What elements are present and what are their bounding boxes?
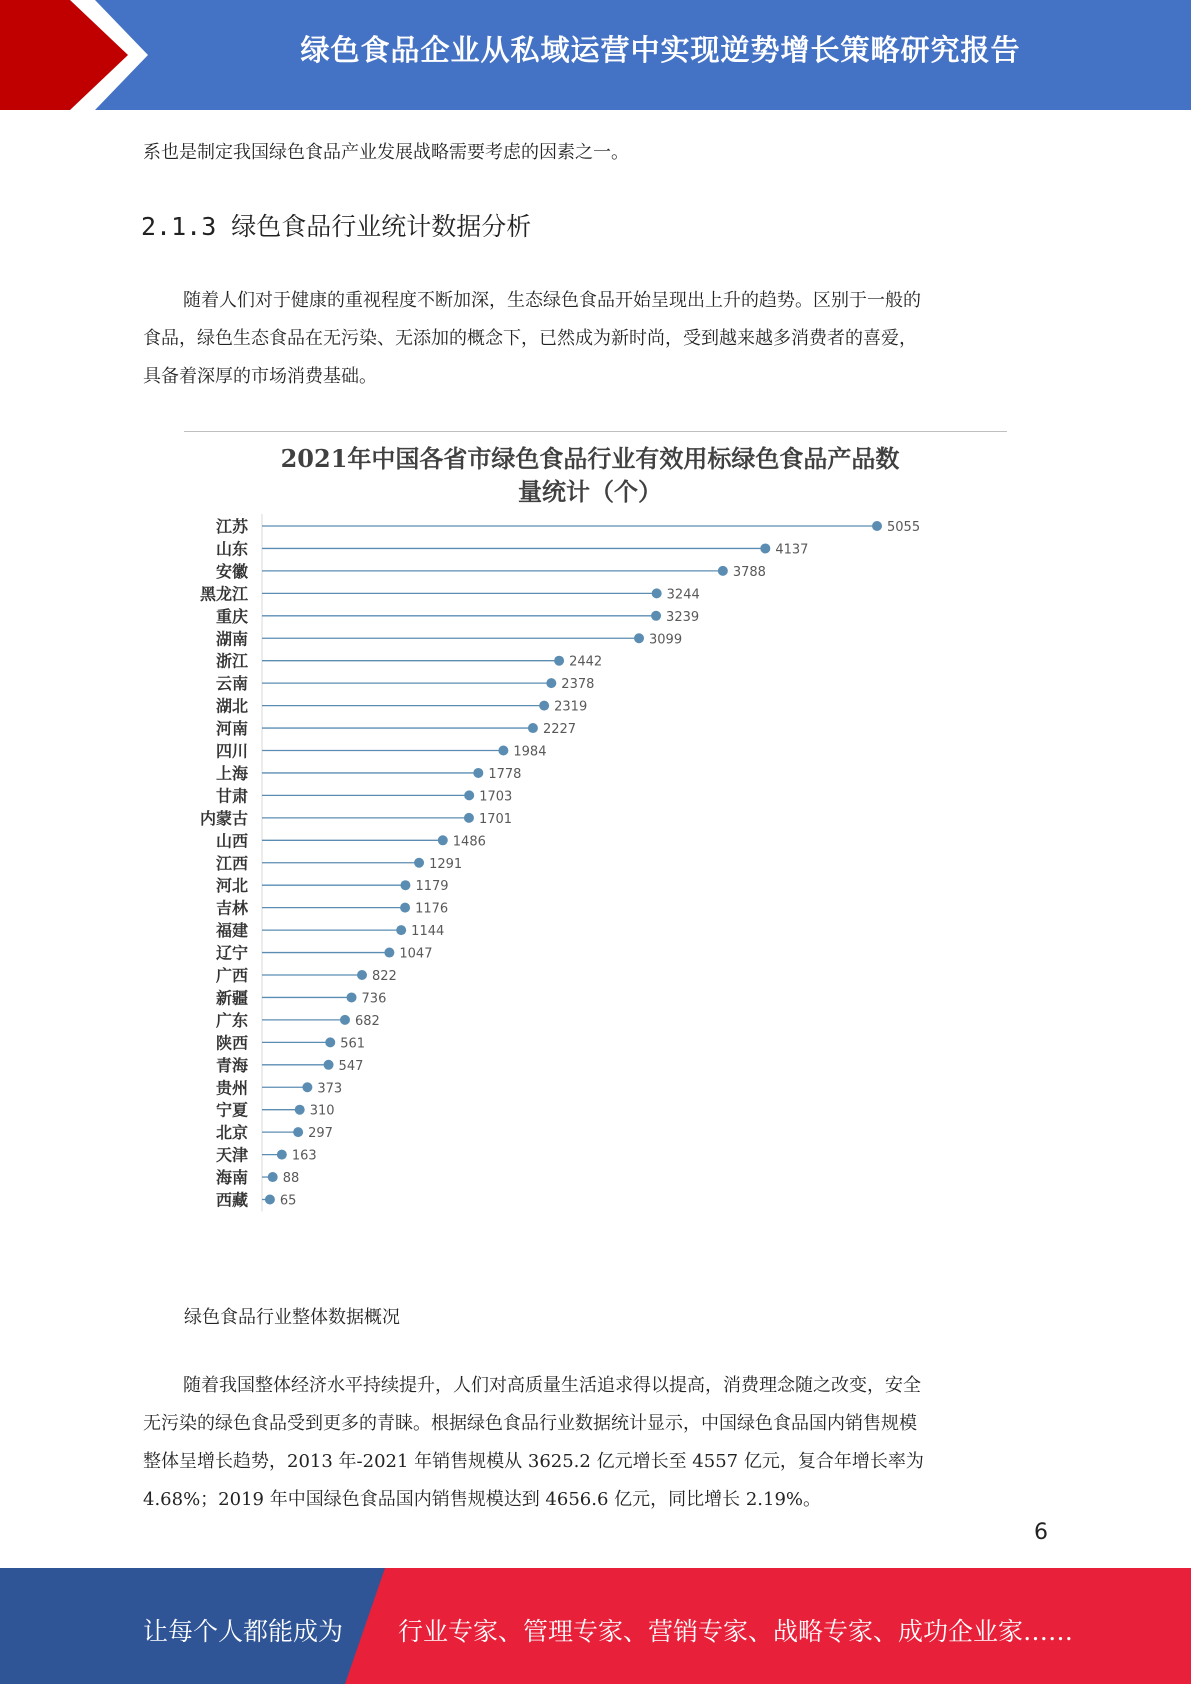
data-label: 1701 [478,811,513,827]
data-label: 1703 [479,789,513,805]
lollipop-dot [438,835,448,845]
category-label: 辽宁 [215,943,248,963]
data-label: 310 [309,1103,335,1119]
data-label: 1486 [452,834,486,850]
lollipop-dot [464,790,474,800]
lollipop-dot [872,521,882,531]
lollipop-dot [634,633,644,643]
data-label: 561 [340,1036,366,1052]
data-label: 547 [338,1058,364,1074]
data-label: 1984 [513,744,547,760]
lollipop-dot [396,925,406,935]
category-label: 吉林 [215,898,248,918]
body-line: 无污染的绿色食品受到更多的青睐。根据绿色食品行业数据统计显示，中国绿色食品国内销售规模 [143,1413,917,1434]
data-label: 163 [291,1148,317,1164]
data-label: 1176 [415,901,449,917]
data-label: 65 [279,1193,297,1209]
data-label: 682 [354,1013,380,1029]
lollipop-dot [464,813,474,823]
category-label: 内蒙古 [199,808,248,828]
lollipop-dot [277,1150,287,1160]
lollipop-dot [340,1015,350,1025]
data-label: 1291 [429,856,463,872]
category-label: 重庆 [215,606,248,626]
data-label: 2442 [569,654,603,670]
category-label: 北京 [215,1123,248,1143]
page-number: 6 [1034,1520,1048,1545]
data-label: 3099 [649,632,683,648]
footer-slogan-left: 让每个人都能成为 [143,1617,344,1646]
lollipop-dot [498,746,508,756]
lollipop-dot [414,858,424,868]
lollipop-dot [347,992,357,1002]
data-label: 1179 [415,879,449,895]
lollipop-dot [384,948,394,958]
category-label: 河南 [215,719,248,739]
lollipop-dot [539,701,549,711]
data-label: 5055 [887,520,921,535]
category-label: 山东 [215,539,248,559]
body-line: 4.68%；2019 年中国绿色食品国内销售规模达到 4656.6 亿元，同比增长 2.19%。 [143,1489,822,1510]
lollipop-dot [324,1060,334,1070]
report-title: 绿色食品企业从私域运营中实现逆势增长策略研究报告 [300,33,1021,67]
category-label: 天津 [215,1145,248,1165]
category-label: 陕西 [215,1033,248,1053]
category-label: 贵州 [215,1078,248,1098]
caption-text: 绿色食品行业整体数据概况 [184,1307,400,1328]
data-label: 2227 [542,722,577,738]
lollipop-dot [651,611,661,621]
lollipop-dot [268,1172,278,1182]
category-label: 湖南 [215,629,248,649]
category-label: 山西 [215,831,248,851]
category-label: 广西 [215,966,248,985]
lollipop-dot [325,1037,335,1047]
data-label: 297 [308,1126,333,1142]
lollipop-dot [302,1082,312,1092]
lollipop-dot [357,970,367,980]
category-label: 上海 [215,763,248,783]
lollipop-dot [554,656,564,666]
lollipop-dot [546,678,556,688]
category-label: 安徽 [215,561,248,581]
lollipop-dot [473,768,483,778]
lollipop-dot [652,588,662,598]
data-label: 3239 [666,609,700,625]
category-label: 四川 [215,741,248,761]
lollipop-dot [400,903,410,913]
data-label: 2319 [554,699,588,715]
body-line: 随着我国整体经济水平持续提升，人们对高质量生活追求得以提高，消费理念随之改变，安全 [183,1375,921,1396]
data-label: 1047 [399,946,433,962]
category-label: 西藏 [215,1190,248,1210]
data-label: 736 [361,991,387,1007]
category-label: 湖北 [215,696,248,716]
category-label: 河北 [215,876,248,896]
footer-slogan-right: 行业专家、管理专家、营销专家、战略专家、成功企业家…… [398,1617,1074,1646]
lollipop-dot [760,543,770,553]
section-heading: 2.1.3 绿色食品行业统计数据分析 [141,212,532,241]
category-label: 云南 [215,674,248,694]
category-label: 新疆 [215,988,248,1008]
lollipop-dot [293,1127,303,1137]
chart-title-line: 量统计（个） [518,477,662,506]
data-label: 3788 [732,564,766,580]
data-label: 1144 [411,924,445,940]
data-label: 1778 [488,766,522,782]
category-label: 青海 [215,1055,248,1075]
body-paragraph [143,1367,1048,1519]
data-label: 3244 [666,587,700,603]
intro-line: 食品，绿色生态食品在无污染、无添加的概念下，已然成为新时尚，受到越来越多消费者的喜爱， [143,328,917,349]
category-label: 福建 [215,921,248,941]
lollipop-dot [718,566,728,576]
data-label: 2378 [561,677,595,693]
intro-line: 随着人们对于健康的重视程度不断加深，生态绿色食品开始呈现出上升的趋势。区别于一般的 [183,290,921,311]
category-label: 黑龙江 [199,584,248,604]
lollipop-dot [265,1195,275,1205]
category-label: 甘肃 [215,786,248,806]
continuation-text: 系也是制定我国绿色食品产业发展战略需要考虑的因素之一。 [143,142,629,163]
category-label: 广东 [215,1010,248,1030]
intro-line: 具备着深厚的市场消费基础。 [143,366,377,387]
category-label: 江西 [215,853,248,873]
category-label: 浙江 [215,651,248,671]
lollipop-dot [295,1105,305,1115]
data-label: 822 [372,969,397,984]
chart-title-line: 2021年中国各省市绿色食品行业有效用标绿色食品产品数 [280,444,900,473]
category-label: 海南 [215,1168,248,1188]
category-label: 江苏 [215,517,248,536]
body-line: 整体呈增长趋势，2013 年-2021 年销售规模从 3625.2 亿元增长至 4557 亿元，复合年增长率为 [143,1451,924,1472]
data-label: 373 [317,1081,343,1097]
category-label: 宁夏 [215,1100,248,1120]
lollipop-dot [528,723,538,733]
data-label: 88 [282,1171,300,1187]
data-label: 4137 [775,542,809,558]
lollipop-dot [400,880,410,890]
